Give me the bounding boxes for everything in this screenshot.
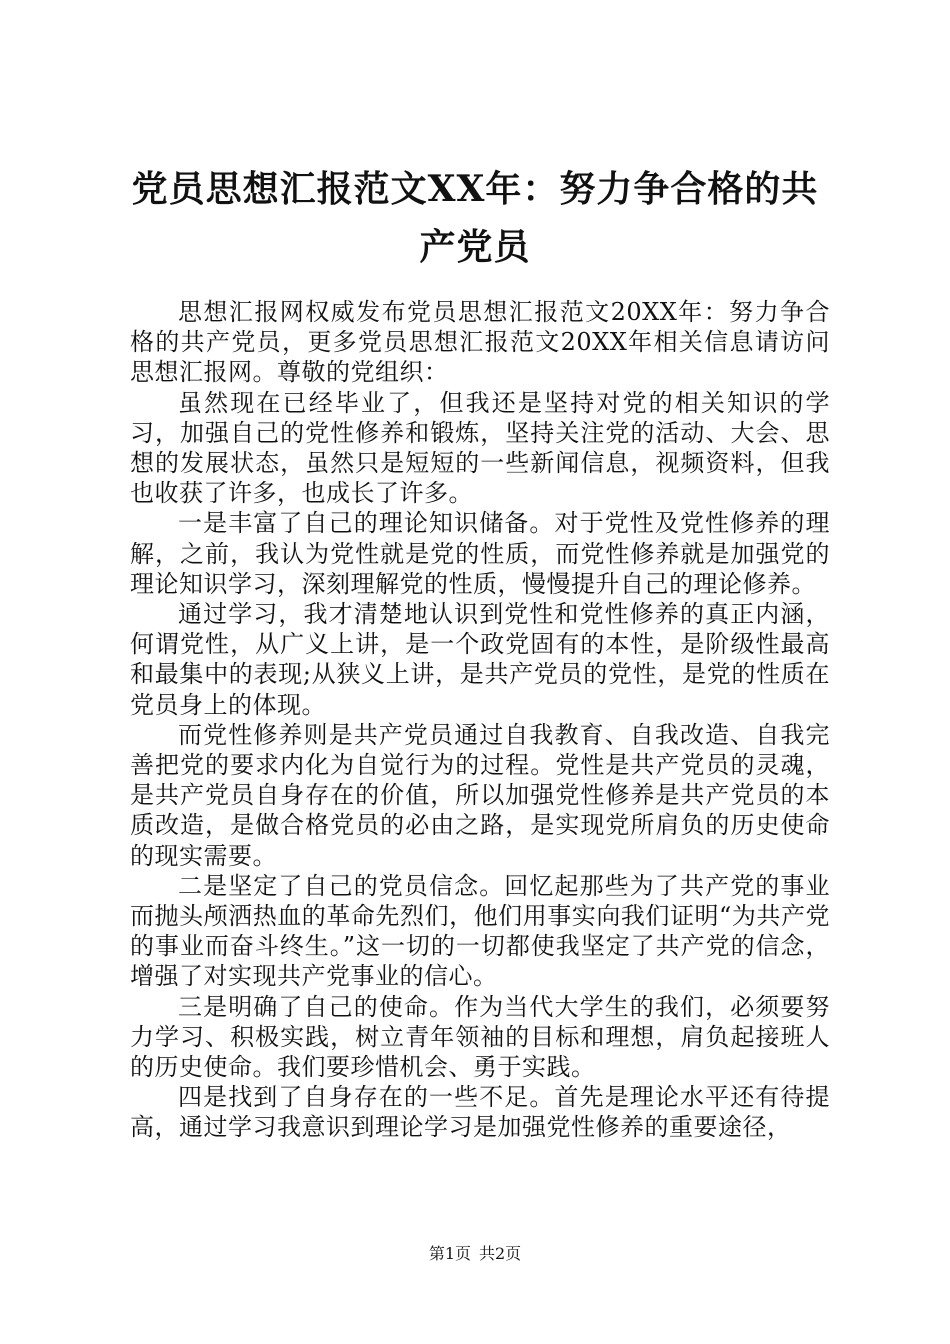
document-title: 党员思想汇报范文XX年：努力争合格的共产党员 [131, 168, 819, 268]
paragraph-intro: 思想汇报网权威发布党员思想汇报范文20XX年：努力争合格的共产党员，更多党员思想汇报范文20XX年相关信息请访问思想汇报网。尊敬的党组织： [130, 298, 830, 387]
document-body [130, 297, 830, 1143]
paragraph-cultivation: 而党性修养则是共产党员通过自我教育、自我改造、自我完善把党的要求内化为自觉行为的过程。党性是共产党员的灵魂，是共产党员自身存在的价值，所以加强党性修养是共产党员的本质改造，是做合格党员的必由之路，是实现党所肩负的历史使命的现实需要。 [130, 720, 830, 870]
page-footer [0, 1244, 950, 1264]
paragraph-party-nature: 通过学习，我才清楚地认识到党性和党性修养的真正内涵，何谓党性，从广义上讲，是一个政党固有的本性，是阶级性最高和最集中的表现;从狭义上讲，是共产党员的党性，是党的性质在党员身上的体现。 [130, 600, 830, 719]
paragraph-point-three: 三是明确了自己的使命。作为当代大学生的我们，必须要努力学习、积极实践，树立青年领袖的目标和理想，肩负起接班人的历史使命。我们要珍惜机会、勇于实践。 [130, 992, 830, 1082]
paragraph-point-two: 二是坚定了自己的党员信念。回忆起那些为了共产党的事业而抛头颅洒热血的革命先烈们，他们用事实向我们证明“为共产党的事业而奋斗终生。”这一切的一切都使我坚定了共产党的信念，增强了对实现共产党事业的信心。 [130, 871, 830, 991]
paragraph-study: 虽然现在已经毕业了，但我还是坚持对党的相关知识的学习，加强自己的党性修养和锻炼，坚持关注党的活动、大会、思想的发展状态，虽然只是短短的一些新闻信息，视频资料，但我也收获了许多，也成长了许多。 [130, 388, 830, 508]
page-number: 第1页 [428, 1244, 471, 1263]
paragraph-point-one: 一是丰富了自己的理论知识储备。对于党性及党性修养的理解，之前，我认为党性就是党的性质，而党性修养就是加强党的理论知识学习，深刻理解党的性质，慢慢提升自己的理论修养。 [130, 509, 830, 598]
page-total: 共2页 [479, 1244, 522, 1263]
paragraph-point-four: 四是找到了自身存在的一些不足。首先是理论水平还有待提高，通过学习我意识到理论学习是加强党性修养的重要途径， [130, 1083, 830, 1142]
